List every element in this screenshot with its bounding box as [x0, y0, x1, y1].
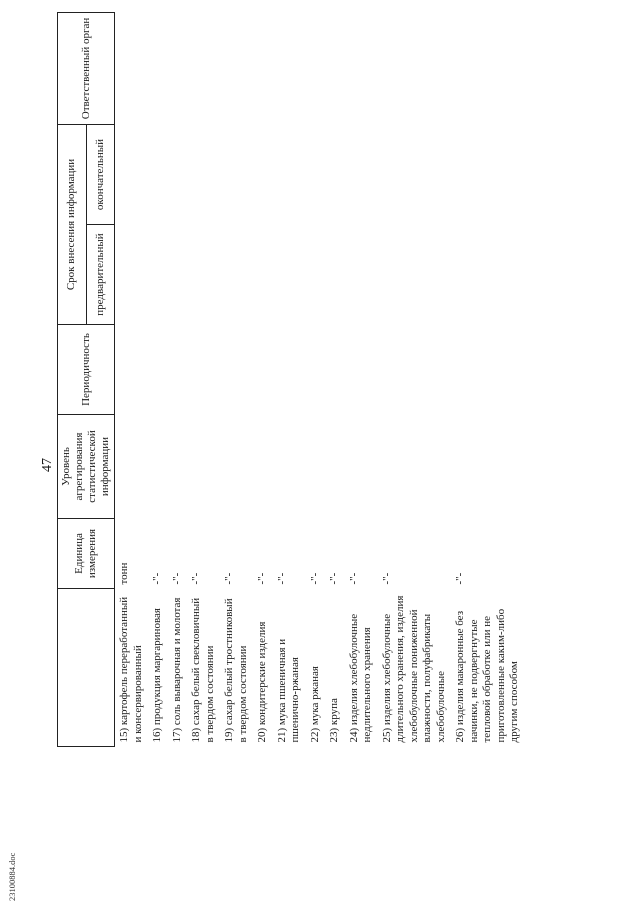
- row-empty-cell: [451, 325, 525, 415]
- row-empty-cell: [220, 415, 253, 519]
- row-empty-cell: [253, 325, 273, 415]
- row-product-name: 25) изделия хлебобулочные длительного хранения, изделия хлебобулочные пониженной влажности, полуфабрикаты хлебобулочные: [380, 595, 447, 743]
- row-empty-cell: [148, 125, 168, 225]
- row-empty-cell: [325, 13, 345, 125]
- row-empty-cell: [306, 225, 326, 325]
- row-empty-cell: [148, 225, 168, 325]
- row-empty-cell: [306, 325, 326, 415]
- row-unit: -"-: [256, 572, 268, 585]
- row-empty-cell: [253, 125, 273, 225]
- row-product-name: 19) сахар белый тростниковый в твердом состоянии: [223, 598, 249, 743]
- row-empty-cell: [378, 225, 452, 325]
- row-empty-cell: [451, 225, 525, 325]
- document-id: 23100884.doc: [7, 852, 17, 901]
- row-empty-cell: [115, 415, 149, 519]
- row-empty-cell: [187, 415, 220, 519]
- row-empty-cell: [325, 415, 345, 519]
- row-unit: -"-: [151, 572, 163, 585]
- row-empty-cell: [168, 225, 188, 325]
- row-unit: -"-: [170, 572, 183, 585]
- row-empty-cell: [168, 325, 188, 415]
- row-empty-cell: [168, 13, 188, 125]
- table-row: [273, 13, 306, 747]
- row-empty-cell: [220, 325, 253, 415]
- row-empty-cell: [168, 415, 188, 519]
- table-row: [220, 13, 253, 747]
- row-empty-cell: [273, 415, 306, 519]
- row-product-name: 20) кондитерские изделия: [256, 621, 268, 743]
- row-empty-cell: [378, 325, 452, 415]
- row-unit: -"-: [308, 572, 321, 585]
- header-final: окончательный: [86, 125, 115, 225]
- table-row: [345, 13, 378, 747]
- statistics-table: [57, 12, 525, 747]
- table-row: [168, 13, 188, 747]
- table-row: [378, 13, 452, 747]
- row-product-name: 16) продукция маргариновая: [151, 608, 163, 743]
- row-product-name: 15) картофель переработанный и консервированный: [118, 596, 144, 743]
- row-empty-cell: [325, 225, 345, 325]
- row-product-name: 21) мука пшеничная и пшенично-ржаная: [275, 638, 301, 743]
- row-empty-cell: [273, 225, 306, 325]
- row-empty-cell: [325, 325, 345, 415]
- table-row: [187, 13, 220, 747]
- row-empty-cell: [451, 125, 525, 225]
- header-deadline: Срок внесения информации: [58, 125, 87, 325]
- table-row: [451, 13, 525, 747]
- row-product-name: 22) мука ржаная: [308, 666, 321, 743]
- header-responsible: Ответственный орган: [58, 13, 115, 125]
- row-empty-cell: [306, 125, 326, 225]
- row-empty-cell: [451, 13, 525, 125]
- row-empty-cell: [187, 325, 220, 415]
- row-empty-cell: [187, 225, 220, 325]
- row-empty-cell: [345, 415, 378, 519]
- row-empty-cell: [273, 125, 306, 225]
- row-empty-cell: [378, 415, 452, 519]
- row-product-name: 17) соль выварочная и молотая: [170, 597, 183, 743]
- table-body: [115, 13, 525, 747]
- row-empty-cell: [345, 325, 378, 415]
- table-row: [325, 13, 345, 747]
- row-empty-cell: [148, 415, 168, 519]
- row-empty-cell: [168, 125, 188, 225]
- table-row: [148, 13, 168, 747]
- row-empty-cell: [273, 325, 306, 415]
- row-unit: -"-: [328, 572, 340, 585]
- table-row: [253, 13, 273, 747]
- row-empty-cell: [451, 415, 525, 519]
- header-level: Уровень агрегирования статистической информации: [58, 415, 115, 519]
- row-empty-cell: [148, 325, 168, 415]
- row-empty-cell: [378, 13, 452, 125]
- row-empty-cell: [273, 13, 306, 125]
- row-empty-cell: [306, 415, 326, 519]
- row-empty-cell: [220, 125, 253, 225]
- table-row: [115, 13, 149, 747]
- row-empty-cell: [378, 125, 452, 225]
- row-empty-cell: [253, 415, 273, 519]
- page-number: 47: [40, 458, 55, 472]
- row-empty-cell: [115, 13, 149, 125]
- row-empty-cell: [115, 325, 149, 415]
- row-empty-cell: [345, 125, 378, 225]
- row-product-name: 26) изделия макаронные без начинки, не подвергнутые тепловой обработке или не приготовленные каким-либо другим способом: [454, 608, 520, 743]
- row-unit: -"-: [347, 572, 360, 585]
- row-unit: -"-: [275, 572, 288, 585]
- row-empty-cell: [253, 225, 273, 325]
- row-empty-cell: [148, 13, 168, 125]
- header-preliminary: предварительный: [86, 225, 115, 325]
- row-unit: -"-: [223, 572, 235, 585]
- table-row: [306, 13, 326, 747]
- row-unit: -"-: [380, 572, 393, 585]
- row-product-name: 18) сахар белый свекловичный в твердом состоянии: [190, 597, 216, 743]
- row-unit: -"-: [454, 572, 466, 585]
- header-unit: Единица измерения: [58, 519, 115, 589]
- row-empty-cell: [115, 125, 149, 225]
- row-empty-cell: [306, 13, 326, 125]
- row-empty-cell: [253, 13, 273, 125]
- row-unit: -"-: [190, 572, 202, 585]
- row-empty-cell: [325, 125, 345, 225]
- row-product-name: 23) крупа: [328, 698, 340, 743]
- row-product-name: 24) изделия хлебобулочные недлительного хранения: [347, 613, 373, 743]
- header-name-cell: [58, 589, 115, 747]
- row-empty-cell: [220, 13, 253, 125]
- row-empty-cell: [187, 13, 220, 125]
- row-empty-cell: [115, 225, 149, 325]
- header-row: [58, 13, 87, 747]
- header-period: Периодичность: [58, 325, 115, 415]
- row-unit: тонн: [118, 562, 130, 585]
- row-empty-cell: [187, 125, 220, 225]
- row-empty-cell: [345, 225, 378, 325]
- row-empty-cell: [345, 13, 378, 125]
- row-empty-cell: [220, 225, 253, 325]
